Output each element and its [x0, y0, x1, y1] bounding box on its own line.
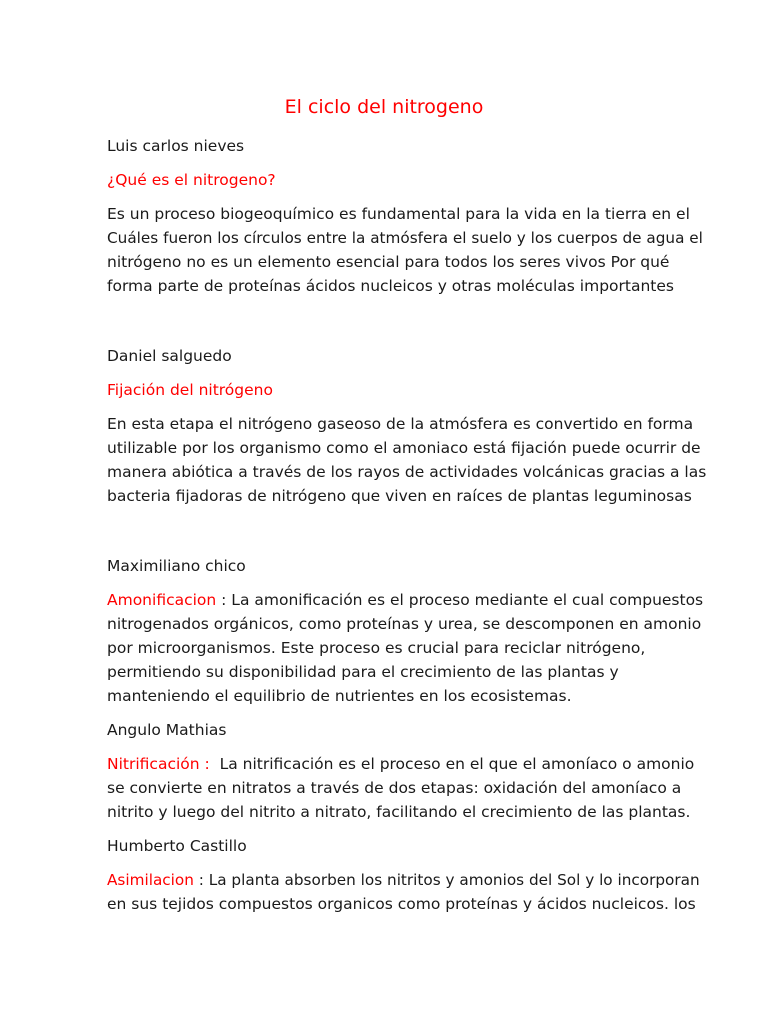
text-line [107, 752, 695, 776]
spacer [107, 298, 667, 344]
spacer [107, 708, 667, 718]
section-nitrification [107, 718, 695, 824]
text-line: manteniendo el equilibrio de nutrientes en los ecosistemas. [107, 687, 572, 705]
text-line: en sus tejidos compuestos organicos como proteínas y ácidos nucleicos. los [107, 895, 696, 913]
text-line: nitrógeno no es un elemento esencial para todos los seres vivos Por qué [107, 253, 670, 271]
spacer [107, 824, 667, 834]
text-line: Cuáles fueron los círculos entre la atmósfera el suelo y los cuerpos de agua el [107, 229, 703, 247]
text-line: utilizable por los organismo como el amoniaco está fijación puede ocurrir de [107, 439, 701, 457]
term-definition-start: : La amonificación es el proceso mediante el cual compuestos [216, 591, 704, 609]
paragraph [107, 868, 700, 916]
term-label: Amonificacion [107, 591, 217, 609]
author-name: Daniel salguedo [107, 347, 232, 365]
term-label: Nitrificación : [107, 755, 210, 773]
text-line: permitiendo su disponibilidad para el crecimiento de las plantas y [107, 663, 619, 681]
term-definition-start: : La planta absorben los nitritos y amonios del Sol y lo incorporan [193, 871, 700, 889]
author-name: Humberto Castillo [107, 837, 247, 855]
section-heading: ¿Qué es el nitrogeno? [107, 171, 276, 189]
paragraph [107, 412, 707, 508]
term-definition-start: La nitrificación es el proceso en el que el amoníaco o amonio [209, 755, 695, 773]
text-line [107, 588, 704, 612]
author-name: Angulo Mathias [107, 721, 227, 739]
author-name: Maximiliano chico [107, 557, 246, 575]
text-line: bacteria fijadoras de nitrógeno que viven en raíces de plantas leguminosas [107, 487, 692, 505]
paragraph [107, 588, 704, 708]
section-fixation [107, 344, 707, 508]
document-body [107, 134, 707, 916]
text-line: se convierte en nitratos a través de dos etapas: oxidación del amoníaco a [107, 779, 682, 797]
text-line: nitrogenados orgánicos, como proteínas y urea, se descomponen en amonio [107, 615, 702, 633]
text-line: Es un proceso biogeoquímico es fundamental para la vida en la tierra en el [107, 205, 690, 223]
paragraph [107, 202, 703, 298]
document-title: El ciclo del nitrogeno [284, 96, 484, 118]
section-ammonification [107, 554, 704, 708]
section-heading: Fijación del nitrógeno [107, 381, 273, 399]
text-line: nitrito y luego del nitrito a nitrato, facilitando el crecimiento de las plantas. [107, 803, 691, 821]
text-line: por microorganismos. Este proceso es crucial para reciclar nitrógeno, [107, 639, 646, 657]
text-line: manera abiótica a través de los rayos de actividades volcánicas gracias a las [107, 463, 707, 481]
text-line: En esta etapa el nitrógeno gaseoso de la atmósfera es convertido en forma [107, 415, 694, 433]
section-assimilation [107, 834, 700, 916]
text-line [107, 868, 700, 892]
section-what-is-nitrogen [107, 134, 703, 298]
text-line: forma parte de proteínas ácidos nucleicos y otras moléculas importantes [107, 277, 674, 295]
author-name: Luis carlos nieves [107, 137, 245, 155]
paragraph [107, 752, 695, 824]
term-label: Asimilacion [107, 871, 194, 889]
spacer [107, 508, 667, 554]
